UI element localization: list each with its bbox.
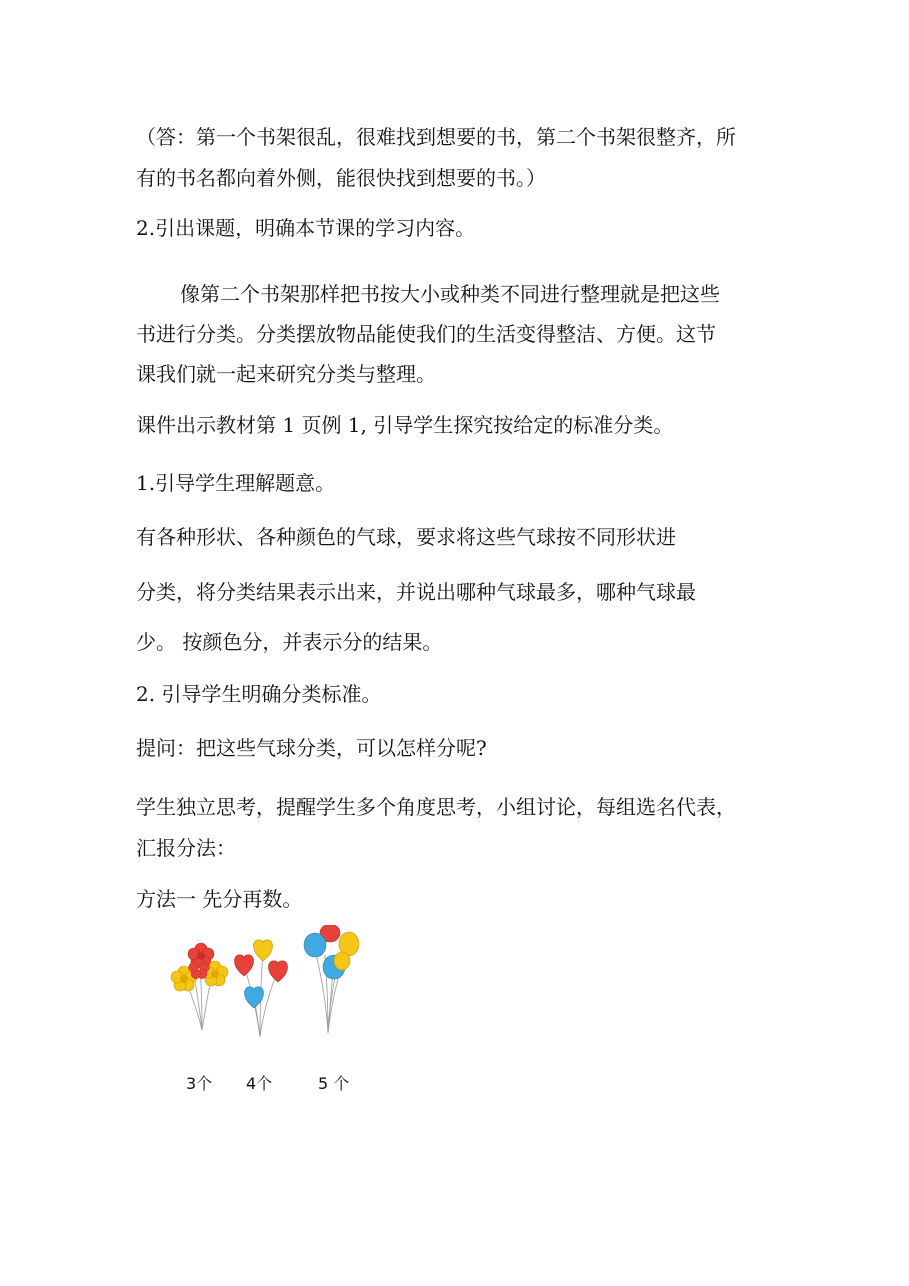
flower-balloon-count: 3个 — [186, 1074, 213, 1093]
step-2b-heading: 2. 引导学生明确分类标准。 — [136, 682, 382, 706]
round-balloon-group — [304, 925, 359, 979]
problem-line-1: 有各种形状、各种颜色的气球，要求将这些气球按不同形状进 — [136, 525, 676, 549]
intro-paragraph-line-1: 像第二个书架那样把书按大小或种类不同进行整理就是把这些 — [180, 282, 720, 306]
answer-line-2: 有的书名都向着外侧，能很快找到想要的书。） — [136, 166, 546, 190]
heart-balloon-count: 4个 — [246, 1074, 273, 1093]
flower-balloon-group — [171, 943, 228, 991]
problem-line-3: 少。 按颜色分，并表示分的结果。 — [136, 630, 443, 654]
problem-line-2: 分类，将分类结果表示出来，并说出哪种气球最多，哪种气球最 — [136, 580, 696, 604]
answer-line-1: （答：第一个书架很乱，很难找到想要的书，第二个书架很整齐，所 — [136, 125, 736, 149]
discussion-line-1: 学生独立思考，提醒学生多个角度思考，小组讨论，每组选名代表， — [136, 795, 736, 819]
step-2-heading: 2.引出课题，明确本节课的学习内容。 — [136, 216, 476, 240]
method-1-line: 方法一 先分再数。 — [136, 887, 303, 911]
example-paragraph: 课件出示教材第 1 页例 1, 引导学生探究按给定的标准分类。 — [136, 413, 674, 437]
round-balloon-count: 5 个 — [318, 1074, 350, 1093]
intro-paragraph-line-2: 书进行分类。分类摆放物品能使我们的生活变得整洁、方便。这节 — [136, 322, 716, 346]
question-line: 提问：把这些气球分类，可以怎样分呢? — [136, 736, 487, 760]
heart-balloon-group — [235, 940, 288, 1008]
discussion-line-2: 汇报分法： — [136, 836, 236, 860]
intro-paragraph-line-3: 课我们就一起来研究分类与整理。 — [136, 362, 436, 386]
step-1-heading: 1.引导学生理解题意。 — [136, 471, 336, 495]
balloon-illustration — [160, 925, 370, 1050]
